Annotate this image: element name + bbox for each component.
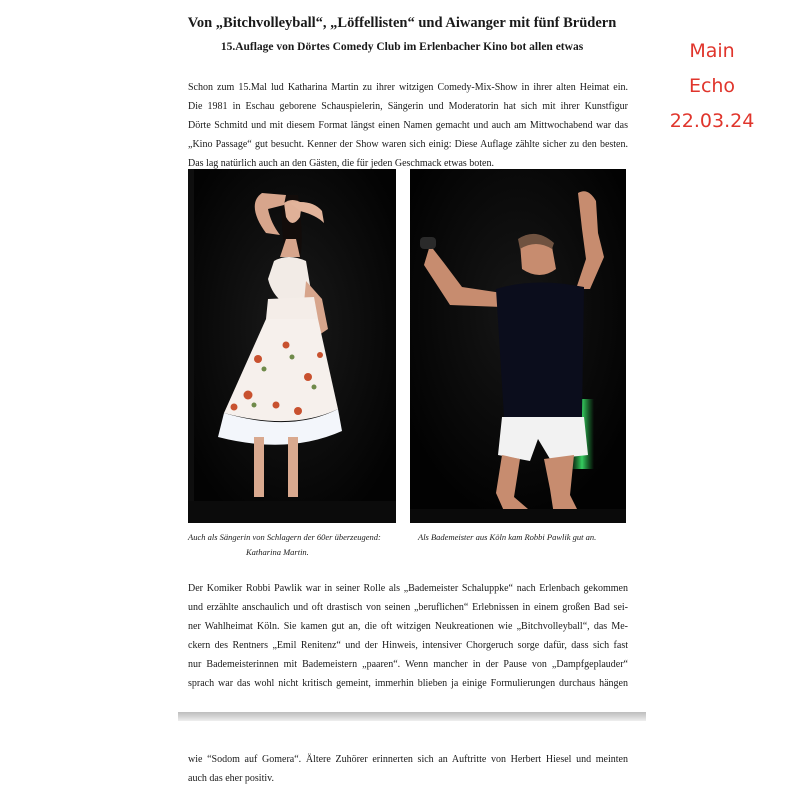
stamp-date: 22.03.24 xyxy=(669,110,755,132)
text-line: „Kino Passage“ gut besucht. Kenner der Show waren sich einig: Diese Auflage zählte sicher zu den besten. xyxy=(188,139,628,150)
stamp-publication-line2: Echo xyxy=(688,75,736,97)
photo-katharina-martin xyxy=(188,169,396,523)
caption-line: Auch als Sängerin von Schlagern der 60er überzeugend: xyxy=(188,532,381,542)
page-divider xyxy=(178,712,646,721)
source-stamp xyxy=(660,34,764,139)
stamp-publication-line1: Main xyxy=(689,40,735,62)
article-headline: Von „Bitchvolleyball“, „Löffellisten“ und Aiwanger mit fünf Brüdern xyxy=(187,15,617,31)
text-line: Der Komiker Robbi Pawlik war in seiner Rolle als „Bademeister Schaluppke“ nach Erlenbach gekommen xyxy=(188,583,628,594)
text-line: Die 1981 in Eschau geborene Schauspielerin, Sängerin und Moderatorin hat sich mit ihrer Kunstfigur xyxy=(188,101,628,112)
text-line: sprach war das wohl nicht kritisch gemeint, immerhin blieben ja einige Formulierungen durchaus hängen xyxy=(188,678,628,689)
text-line: ner Wahlheimat Köln. Sie kamen gut an, die oft witzigen Neukreationen wie „Bitchvolleyball“, das Me- xyxy=(188,621,628,632)
text-line: wie “Sodom auf Gomera“. Ältere Zuhörer erinnerten sich an Auftritte von Herbert Hiesel und meinten xyxy=(188,754,628,765)
photo-caption-left xyxy=(188,530,408,560)
text-line: Das lag natürlich auch an den Gästen, die für jeden Geschmack etwas boten. xyxy=(188,158,494,169)
caption-line: Katharina Martin. xyxy=(246,547,309,557)
text-line: Dörte Schmitd und mit diesem Format längst einen Namen gemacht und auch am Mittwochabend war das xyxy=(188,120,628,131)
body-paragraph-pawlik xyxy=(188,579,628,693)
intro-paragraph xyxy=(188,78,628,173)
text-line: ckern des Rentners „Emil Renitenz“ und der Hinweis, intensiver Chorgeruch sorge dafür, dass sich fast xyxy=(188,640,628,651)
text-line: und erzählte anschaulich und oft drastisch von seinen „beruflichen“ Erlebnissen in einem großen Bad sei- xyxy=(188,602,628,613)
continuation-paragraph xyxy=(188,750,628,788)
text-line: Schon zum 15.Mal lud Katharina Martin zu ihrer witzigen Comedy-Mix-Show in ihrer alten Heimat ein. xyxy=(188,82,628,93)
article-subheadline: 15.Auflage von Dörtes Comedy Club im Erlenbacher Kino bot allen etwas xyxy=(220,41,584,53)
text-line: auch das eher positiv. xyxy=(188,773,274,784)
photo-caption-right: Als Bademeister aus Köln kam Robbi Pawlik gut an. xyxy=(418,532,597,542)
photo-robbi-pawlik xyxy=(410,169,626,523)
text-line: nur Bademeisterinnen mit Bademeistern „paaren“. Wenn mancher in der Pause von „Dampfgeplauder“ xyxy=(188,659,628,670)
